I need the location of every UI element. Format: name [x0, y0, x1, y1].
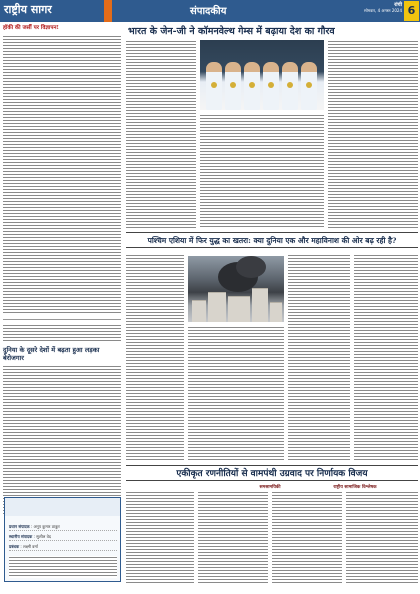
medal-icon [268, 82, 274, 88]
medal-icon [287, 82, 293, 88]
date-label: सोमवार, 4 अगस्त 2024 [364, 8, 402, 13]
section-title: संपादकीय [190, 6, 227, 17]
bottom-body-col3 [272, 491, 342, 585]
main-body-col2 [200, 114, 324, 228]
building [252, 288, 268, 322]
staff-row-value: अनूप कुमार ठाकुर [33, 524, 60, 529]
left-lower-body [3, 365, 121, 515]
bottom-body-col1 [126, 491, 194, 585]
staff-row-label: प्रधान संपादक [9, 524, 30, 529]
brand-title: राष्ट्रीय सागर [4, 3, 52, 16]
divider [3, 319, 121, 320]
war-headline: पश्चिम एशिया में फिर युद्ध का खतरा: क्या दुनिया एक और महाविनाश की ओर बढ़ रही है? [126, 232, 418, 248]
left-article-continued [3, 324, 121, 342]
section-tag-left: समसामयिकी [259, 485, 281, 490]
city-label: रांची [394, 2, 402, 8]
building [208, 292, 226, 322]
war-body-col2 [188, 326, 284, 460]
staff-row: प्रधान संपादक : अनूप कुमार ठाकुर [9, 524, 117, 531]
medal-icon [249, 82, 255, 88]
building [270, 302, 282, 322]
war-body-col3 [288, 254, 350, 460]
left-top-kicker: हॉकी की जर्सी पर विज्ञापन! [3, 25, 59, 31]
section-tag-right: राष्ट्रीय सामाजिक विश्लेषक [333, 485, 377, 490]
building [192, 300, 206, 322]
airstrike-photo [188, 256, 284, 322]
page-number-badge: 6 [404, 1, 419, 21]
medal-icon [306, 82, 312, 88]
staff-row: स्थानीय संपादक : सुशील वेद [9, 534, 117, 541]
main-headline: भारत के जेन-जी ने कॉमनवेल्थ गेम्स में बढ़ाया देश का गौरव [128, 26, 335, 37]
brand-accent-bar [104, 0, 112, 22]
bottom-body-col4 [346, 491, 418, 585]
staff-box-notice [5, 498, 120, 516]
war-body-col4 [354, 254, 418, 460]
left-lower-headline: दुनिया के दूसरे देशों में बढ़ता हुआ लड़का बेरोजगार [3, 346, 100, 362]
medal-icon [211, 82, 217, 88]
staff-box-fineprint [9, 556, 117, 578]
main-body-col1 [126, 40, 196, 228]
staff-row-label: स्थानीय संपादक [9, 534, 33, 539]
staff-box [4, 497, 121, 582]
staff-row-value: लक्ष्मी वर्मा [22, 544, 38, 549]
athletes-photo [200, 40, 324, 110]
staff-row-label: प्रबंधक [9, 544, 20, 549]
left-article-body [3, 35, 121, 315]
war-body-col1 [126, 254, 184, 460]
staff-row: प्रबंधक : लक्ष्मी वर्मा [9, 544, 117, 551]
medal-icon [230, 82, 236, 88]
staff-row-value: सुशील वेद [36, 534, 51, 539]
main-body-col3 [328, 40, 418, 228]
bottom-body-col2 [198, 491, 268, 585]
bottom-headline: एकीकृत रणनीतियों से वामपंथी उग्रवाद पर निर्णायक विजय [126, 465, 418, 481]
smoke-cloud [236, 256, 266, 278]
dateline [340, 3, 402, 13]
building [228, 296, 250, 322]
